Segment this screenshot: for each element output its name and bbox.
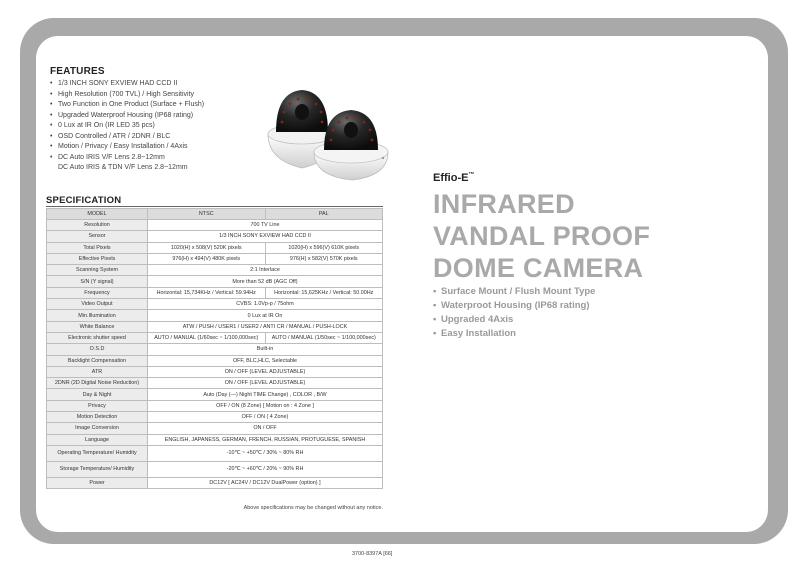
table-row (47, 287, 383, 298)
feature-item: • Two Function in One Product (Surface + Flush) (50, 100, 204, 111)
spec-value: ATW / PUSH / USER1 / USER2 / ANTI CR / MANUAL / PUSH-LOCK (148, 321, 383, 332)
brand-text: Effio-E (433, 172, 469, 184)
highlights-list (433, 285, 595, 341)
spec-value-ntsc: 976(H) x 494(V) 480K pixels (148, 253, 266, 264)
table-row (47, 423, 383, 434)
specification-note: Above specifications may be changed without any notice. (243, 505, 383, 511)
feature-item: • 1/3 INCH SONY EXVIEW HAD CCD II (50, 79, 204, 90)
table-row (47, 400, 383, 411)
spec-label: Day & Night (47, 389, 148, 400)
feature-item: • Upgraded Waterproof Housing (IP68 rating) (50, 111, 204, 122)
spec-value: ON / OFF (LEVEL ADJUSTABLE) (148, 366, 383, 377)
spec-label: Sensor (47, 231, 148, 242)
features-list (50, 79, 204, 174)
spec-value-ntsc: 1020(H) x 508(V) 520K pixels (148, 242, 266, 253)
spec-label: Min.Illumination (47, 310, 148, 321)
spec-label: Image Conversion (47, 423, 148, 434)
table-row (47, 477, 383, 488)
table-row (47, 378, 383, 389)
spec-label: Privacy (47, 400, 148, 411)
feature-item: • High Resolution (700 TVL) / High Sensitivity (50, 90, 204, 101)
header-ntsc: NTSC (148, 209, 266, 220)
spec-label: Backlight Compensation (47, 355, 148, 366)
highlight-item: • Upgraded 4Axis (433, 313, 595, 327)
spec-value: -20℃ ~ +60℃ / 20% ~ 90% RH (148, 461, 383, 477)
table-row (47, 344, 383, 355)
table-row (47, 276, 383, 287)
spec-value: 700 TV Line (148, 220, 383, 231)
spec-value: Auto (Day (—) Night TIME Change) , COLOR , B/W (148, 389, 383, 400)
table-row (47, 310, 383, 321)
spec-value: More than 52 dB (AGC Off) (148, 276, 383, 287)
headline-line: DOME CAMERA (433, 253, 644, 283)
trademark-mark: ™ (468, 172, 475, 178)
spec-label: Operating Temperature/ Humidity (47, 445, 148, 461)
table-row (47, 299, 383, 310)
feature-item: • OSD Controlled / ATR / 2DNR / BLC (50, 132, 204, 143)
spec-value: ENGLISH, JAPANESS, GERMAN, FRENCH, RUSSIAN, PROTUGUESE, SPANISH (148, 434, 383, 445)
spec-label: Scanning System (47, 265, 148, 276)
spec-value: Built-in (148, 344, 383, 355)
spec-label: Language (47, 434, 148, 445)
spec-value-pal: AUTO / MANUAL (1/50sec ~ 1/100,000sec) (265, 332, 383, 343)
spec-value: ON / OFF (148, 423, 383, 434)
spec-label: Frequency (47, 287, 148, 298)
spec-value: 1/3 INCH SONY EXVIEW HAD CCD II (148, 231, 383, 242)
spec-label: S/N (Y signal) (47, 276, 148, 287)
spec-value: DC12V [ AC24V / DC12V DualPower (option) ] (148, 477, 383, 488)
spec-value: CVBS: 1.0Vp-p / 75ohm (148, 299, 383, 310)
footer-code: 3700-8397A [66] (352, 551, 393, 557)
spec-value: 0 Lux at IR On (148, 310, 383, 321)
table-row (47, 434, 383, 445)
spec-label: Resolution (47, 220, 148, 231)
specification-divider (46, 206, 383, 207)
table-row (47, 355, 383, 366)
table-row (47, 242, 383, 253)
feature-item: DC Auto IRIS & TDN V/F Lens 2.8~12mm (58, 164, 188, 171)
highlight-item: • Waterproot Housing (IP68 rating) (433, 299, 595, 313)
table-row (47, 412, 383, 423)
table-row (47, 231, 383, 242)
spec-label: Total Pixels (47, 242, 148, 253)
spec-label: Effective Pixels (47, 253, 148, 264)
table-row (47, 253, 383, 264)
table-row (47, 389, 383, 400)
spec-value-pal: 1020(H) x 596(V) 610K pixels (265, 242, 383, 253)
table-row (47, 366, 383, 377)
header-pal: PAL (265, 209, 383, 220)
table-header-row (47, 209, 383, 220)
spec-value: OFF, BLC,HLC, Selectable (148, 355, 383, 366)
spec-label: 2DNR (2D Digital Noise Reduction) (47, 378, 148, 389)
dome-camera-image (262, 82, 392, 182)
spec-label: Video Output (47, 299, 148, 310)
feature-item: • 0 Lux at IR On (IR LED 35 pcs) (50, 121, 204, 132)
table-row (47, 332, 383, 343)
headline-line: INFRARED (433, 189, 575, 219)
features-title: FEATURES (50, 66, 105, 77)
spec-value-ntsc: AUTO / MANUAL (1/60sec ~ 1/100,000sec) (148, 332, 266, 343)
spec-label: O.S.D (47, 344, 148, 355)
brand-name (433, 172, 474, 184)
specification-title: SPECIFICATION (46, 195, 122, 206)
spec-label: Storage Temperature/ Humidity (47, 461, 148, 477)
table-row (47, 461, 383, 477)
header-model: MODEL (47, 209, 148, 220)
specification-table (46, 208, 383, 489)
spec-label: White Balance (47, 321, 148, 332)
spec-value-pal: Horizontal: 15,625KHz / Vertical: 50.00Hz (265, 287, 383, 298)
table-row (47, 220, 383, 231)
spec-value: OFF / ON (8 Zone) [ Motion on : 4 Zone ] (148, 400, 383, 411)
highlight-item: • Surface Mount / Flush Mount Type (433, 285, 595, 299)
table-row (47, 445, 383, 461)
table-row (47, 265, 383, 276)
highlight-item: • Easy Installation (433, 327, 595, 341)
product-headline (433, 188, 650, 284)
spec-value: ON / OFF (LEVEL ADJUSTABLE) (148, 378, 383, 389)
feature-item: • DC Auto IRIS V/F Lens 2.8~12mm (50, 153, 204, 164)
spec-value: 2:1 Interlace (148, 265, 383, 276)
spec-label: Electronic shutter speed (47, 332, 148, 343)
spec-value: OFF / ON ( 4 Zone) (148, 412, 383, 423)
spec-label: ATR (47, 366, 148, 377)
spec-value-ntsc: Horizontal: 15,734KHz / Vertical: 59.94Hz (148, 287, 266, 298)
headline-line: VANDAL PROOF (433, 221, 651, 251)
spec-value: -10℃ ~ +50℃ / 30% ~ 80% RH (148, 445, 383, 461)
table-row (47, 321, 383, 332)
spec-label: Motion Detection (47, 412, 148, 423)
spec-label: Power (47, 477, 148, 488)
spec-value-pal: 976(H) x 582(V) 570K pixels (265, 253, 383, 264)
feature-item: • Motion / Privacy / Easy Installation / 4Axis (50, 142, 204, 153)
